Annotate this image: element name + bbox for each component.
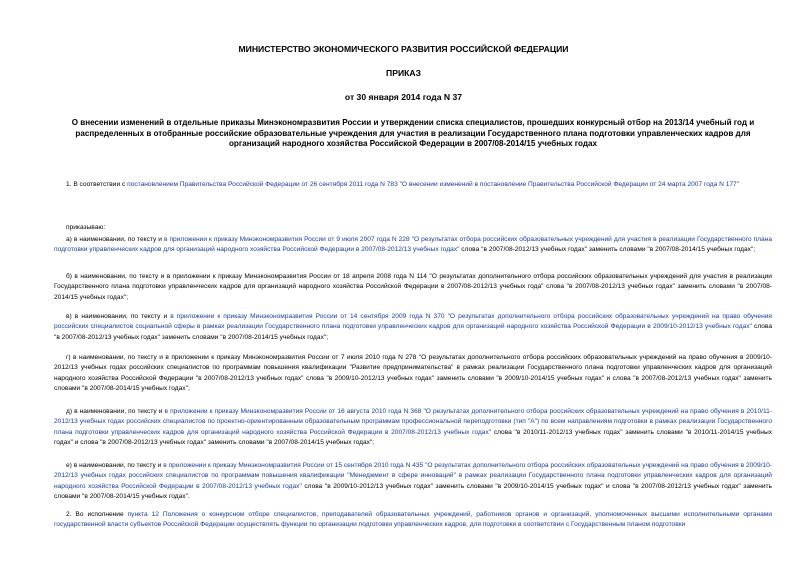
item-g-text: г) в наименовании, по тексту и в приложении к приказу Минэкономразвития России от 7 июля 2010 года N 278 "О результатах дополнительного отбора российских образовательных учреждений на право обучения в 2009/10-2012/13 учебных годах российских специалистов по программам повышения квалификации "Развитие предпринимательства" в рамках реализации Государственного плана подготовки управленческих кадров для организаций народного хозяйства Российской Федерации "в 2007/08-2012/13 учебных годах" слова "в 2009/10-2012/13 учебных годах" заменить словами "в 2009/10-2014/15 учебных годах" и слова "в 2007/08-2012/13 учебных годах" заменить словами "в 2007/08-2014/15 учебных годах"; [54,354,772,393]
order-368-link[interactable]: в приложении к приказу Минэкономразвития России от 16 августа 2010 года N 368 "О результатах дополнительного отбора российских образовательных учреждений на право обучения в 2010/11-2012/13 учебных годах российских специалистов по проектно-ориентированным образовательным программам профессиональной переподготовки (тип "А") по всем направлениям подготовки в рамках реализации Государственного плана подготовки управленческих кадров для организаций народного хозяйства Российской Федерации в 2007/08-2012/13 учебных годах" [54,408,772,436]
item-d-text-end: слова "в 2010/11-2012/13 учебных годах" заменить словами "в 2010/11-2014/15 учебных годах" и слова "в 2007/08-2012/13 учебных годах" заменить словами "в 2007/08-2014/15 учебных годах"; [54,428,772,447]
item-v [54,312,772,343]
order-435-link[interactable]: в приложении к приказу Минэкономразвития России от 15 сентября 2010 года N 435 "О результатах дополнительного отбора российских образовательных учреждений на право обучения в 2009/10-2012/13 учебных годах российских специалистов по программам повышения квалификации "Менеджмент в сфере инноваций" в рамках реализации Государственного плана подготовки управленческих кадров для организаций народного хозяйства Российской Федерации в 2007/08-2012/13 учебных годах" [54,462,772,490]
order-word [54,223,772,233]
order-word-text: приказываю: [66,224,106,231]
item-v-text-end: слова "в 2007/08-2012/13 учебных годах" заменить словами "в 2007/08-2014/15 учебных годах"; [54,323,772,341]
item-a-text: а) в наименовании, по тексту и [66,236,164,243]
paragraph-1-text: 1. В соответствии с [66,181,128,188]
item-d-text: д) в наименовании, по тексту и [66,408,165,415]
item-e [54,461,772,503]
item-d [54,407,772,449]
item-v-text: в) в наименовании, по тексту и [66,313,171,320]
regulation-p12-link[interactable]: пункта 12 Положения о конкурсном отборе специалистов, преподавателей образовательных учреждений, работников органов и организаций, уполномоченных высшими исполнительными органами государственной власти субъектов Российской Федерации осуществлять функции по организации подготовки управленческих кадров, для подготовки в соответствии с Государственным планом подготовки [54,511,773,529]
item-e-text-end: слова "в 2009/10-2012/13 учебных годах" заменить словами "в 2009/10-2014/15 учебных годах" и слова "в 2007/08-2012/13 учебных годах" заменить словами "в 2007/08-2014/15 учебных годах". [54,482,772,501]
ministry-heading: МИНИСТЕРСТВО ЭКОНОМИЧЕСКОГО РАЗВИТИЯ РОССИЙСКОЙ ФЕДЕРАЦИИ [238,44,569,54]
item-b-text: б) в наименовании, по тексту и в приложении к приказу Минэкономразвития России от 18 апреля 2008 года N 114 "О результатах дополнительного отбора российских образовательных учреждений для участия в реализации Государственного плана подготовки управленческих кадров для организаций народного хозяйства Российской Федерации в 2007/08-2012/13 учебных года" слова "в 2007/08-2012/13 учебных годах" заменить словами "в 2007/08-2014/15 учебных годах"; [54,273,772,301]
order-370-link[interactable]: в приложении к приказу Минэкономразвития России от 14 сентября 2009 года N 370 "О результатах дополнительного отбора российских образовательных учреждений на право обучения российских специалистов социальной сферы в рамках реализации Государственного плана подготовки управленческих кадров для организаций народного хозяйства Российской Федерации в 2009/10-2012/13 учебных годах" [54,313,772,331]
paragraph-1 [54,180,772,190]
document-title: О внесении изменений в отдельные приказы Минэкономразвития России и утверждении списка специалистов, прошедших конкурсный отбор на 2013/14 учебный год и распределенных в отобранные российские образовательные учреждения для участия в реализации Государственного плана подготовки управленческих кадров для организаций народного хозяйства Российской Федерации в 2007/08-2014/15 учебных годах [71,118,755,149]
paragraph-2-text: 2. Во исполнение [66,511,128,518]
paragraph-2 [54,510,772,531]
item-e-text: е) в наименовании, по тексту и [66,462,164,469]
date-number-heading: от 30 января 2014 года N 37 [344,92,463,102]
doc-type-heading: ПРИКАЗ [386,68,421,78]
item-b [54,272,772,303]
item-a [54,235,772,256]
decree-783-link[interactable]: постановлением Правительства Российской Федерации от 26 сентября 2011 года N 783 "О внесении изменений в постановление Правительства Российской Федерации от 24 марта 2007 года N 177" [127,181,740,188]
item-g [54,353,772,395]
order-228-link[interactable]: в приложении к приказу Минэкономразвития России от 9 июля 2007 года N 228 "О результатах отбора российских образовательных учреждений для участия в реализации Государственного плана подготовки управленческих кадров для организаций народного хозяйства Российской Федерации в 2007/08-2012/13 учебных годах" [54,236,772,254]
item-a-text-end: слова "в 2007/08-2012/13 учебных годах" заменить словами "в 2007/08-2014/15 учебных годах"; [459,246,756,254]
